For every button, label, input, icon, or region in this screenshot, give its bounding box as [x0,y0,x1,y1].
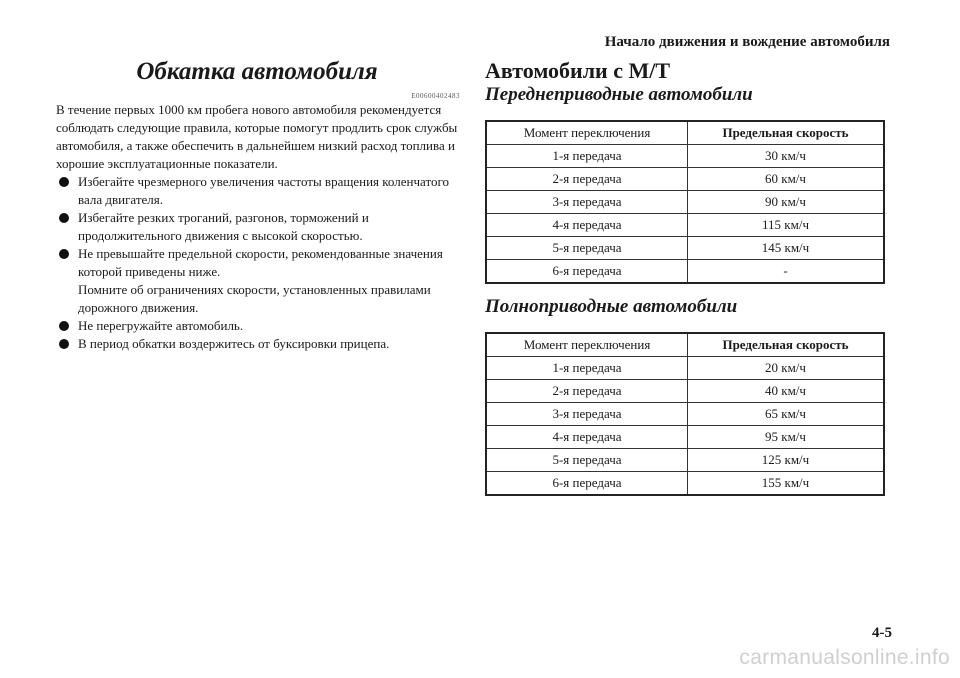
table-row [486,214,884,237]
table-row [486,403,884,426]
subtitle-fwd: Переднеприводные автомобили [485,84,753,105]
speed-cell: 95 км/ч [688,426,885,449]
speed-cell: 40 км/ч [688,380,885,403]
intro-paragraph: В течение первых 1000 км пробега нового автомобиля рекомендуется соблюдать следующие правила, которые помогут продлить срок службы автомобиля, а также обеспечить в дальнейшем низкий расход топлива и хорошие эксплуатационные показатели. [56,102,458,171]
gear-cell: 5-я передача [486,449,688,472]
table-row [486,191,884,214]
column-header-shift: Момент переключения [486,121,688,145]
bullet-icon [59,249,69,259]
gear-cell: 3-я передача [486,191,688,214]
right-column [485,58,890,496]
gear-cell: 6-я передача [486,260,688,284]
column-header-speed: Предельная скорость [688,121,885,145]
gear-cell: 2-я передача [486,380,688,403]
speed-cell: 115 км/ч [688,214,885,237]
page-number: 4-5 [872,625,892,641]
speed-cell: 145 км/ч [688,237,885,260]
table-header-row [486,121,884,145]
list-item [56,209,458,245]
list-item-text: Избегайте чрезмерного увеличения частоты вращения коленчатого вала двигателя. [78,174,449,207]
watermark-logo: carmanualsonline.info [739,646,950,669]
running-header: Начало движения и вождение автомобиля [604,34,890,50]
speed-cell: 90 км/ч [688,191,885,214]
gear-cell: 6-я передача [486,472,688,496]
list-item [56,245,458,317]
list-item [56,173,458,209]
document-code: E00600402483 [411,92,460,100]
section-title-mt: Автомобили с М/Т [485,58,671,83]
speed-cell: 155 км/ч [688,472,885,496]
gear-cell: 4-я передача [486,426,688,449]
bullet-icon [59,177,69,187]
gear-cell: 3-я передача [486,403,688,426]
table-header-row [486,333,884,357]
table-row [486,380,884,403]
bullet-icon [59,213,69,223]
speed-cell: - [688,260,885,284]
gear-cell: 5-я передача [486,237,688,260]
section-title-break-in: Обкатка автомобиля [136,58,378,85]
gear-cell: 4-я передача [486,214,688,237]
table-row [486,168,884,191]
list-item-note: Помните об ограничениях скорости, установленных правилами дорожного движения. [78,282,431,315]
table-row [486,357,884,380]
gear-cell: 1-я передача [486,357,688,380]
fwd-speed-table [485,120,885,284]
table-row [486,260,884,284]
speed-cell: 30 км/ч [688,145,885,168]
column-header-speed: Предельная скорость [688,333,885,357]
table-row [486,472,884,496]
list-item [56,317,458,335]
list-item [56,335,458,353]
list-item-text: Не перегружайте автомобиль. [78,318,244,333]
list-item-text: Не превышайте предельной скорости, рекомендованные значения которой приведены ниже. [78,246,443,279]
speed-cell: 60 км/ч [688,168,885,191]
speed-cell: 20 км/ч [688,357,885,380]
list-item-text: В период обкатки воздержитесь от буксировки прицепа. [78,336,390,351]
speed-cell: 65 км/ч [688,403,885,426]
gear-cell: 2-я передача [486,168,688,191]
subtitle-awd: Полноприводные автомобили [485,296,738,317]
awd-speed-table [485,332,885,496]
speed-cell: 125 км/ч [688,449,885,472]
table-row [486,145,884,168]
gear-cell: 1-я передача [486,145,688,168]
table-row [486,426,884,449]
recommendation-list [56,173,458,353]
column-header-shift: Момент переключения [486,333,688,357]
table-row [486,449,884,472]
list-item-text: Избегайте резких троганий, разгонов, торможений и продолжительного движения с высокой скоростью. [78,210,369,243]
bullet-icon [59,339,69,349]
table-row [486,237,884,260]
bullet-icon [59,321,69,331]
left-column [56,58,458,353]
